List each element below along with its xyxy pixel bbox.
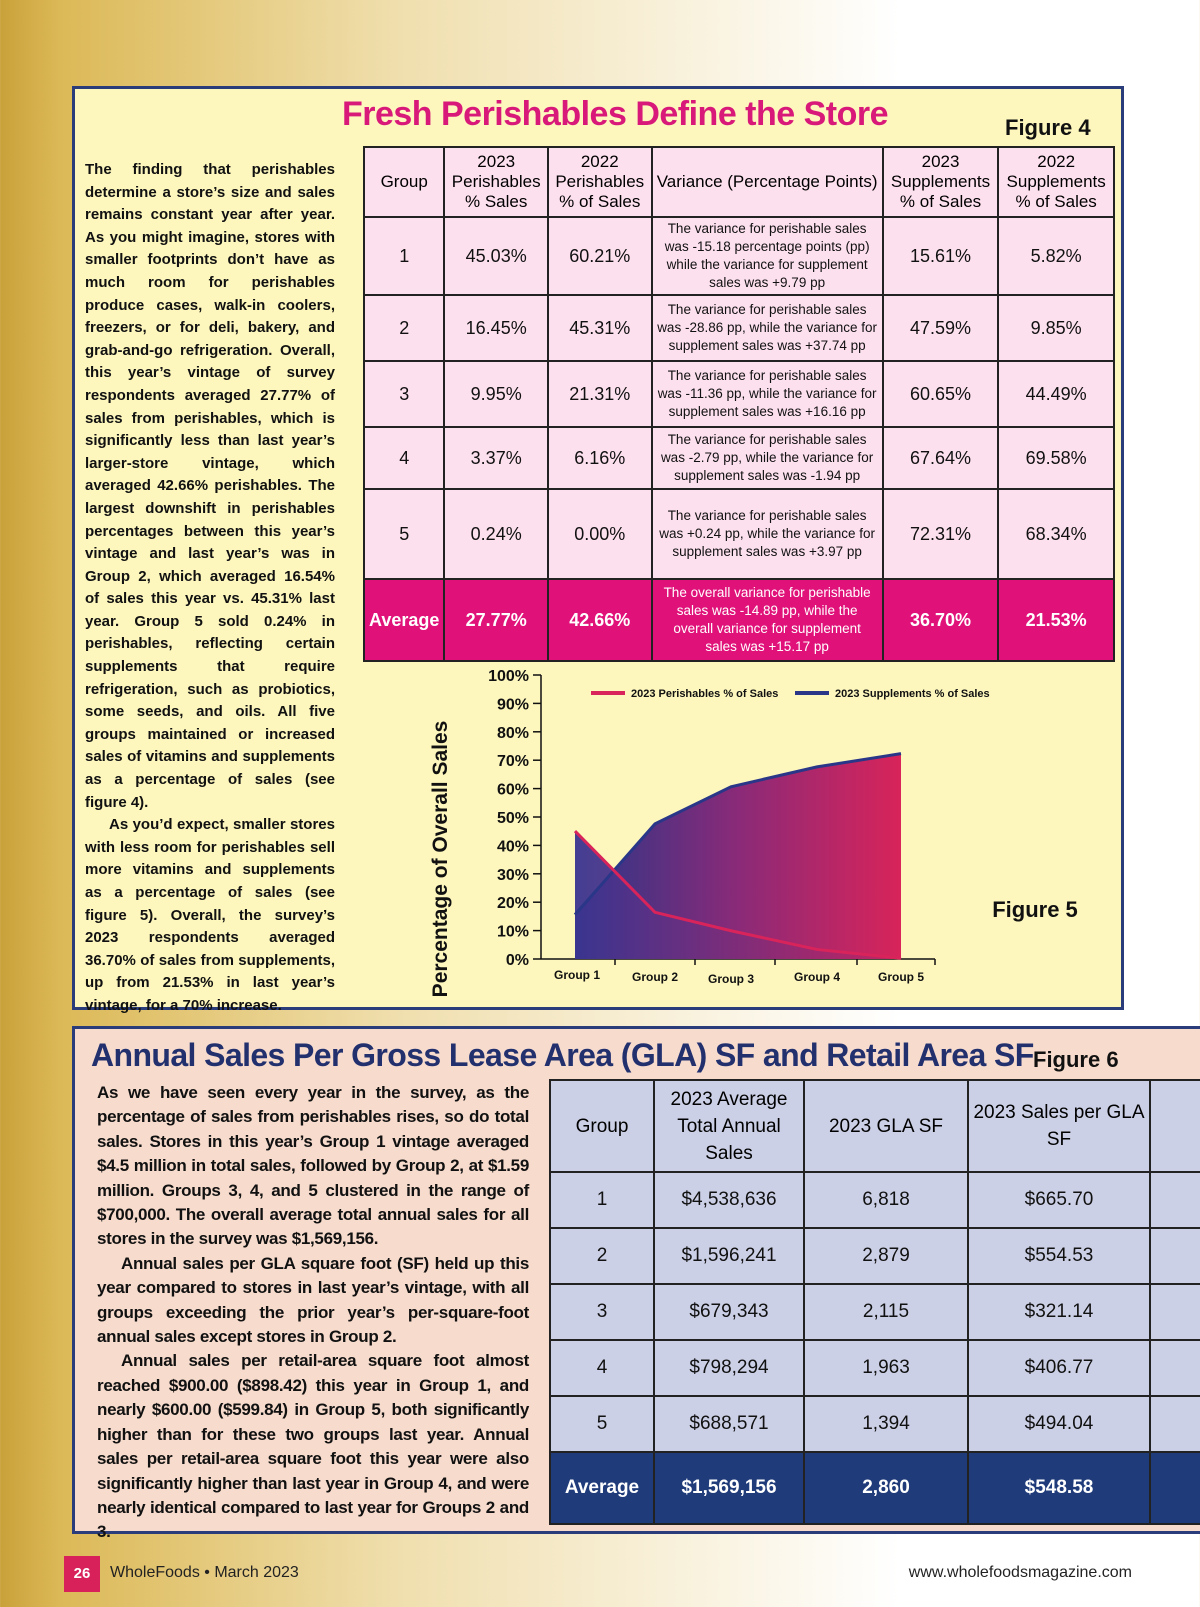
header-cell: 2023 Average Total Annual Sales (654, 1080, 804, 1172)
group-cell: 2 (364, 295, 444, 361)
cell: $1,569,156 (654, 1452, 804, 1524)
cell: 1,963 (804, 1340, 968, 1396)
cell-cut (1150, 1228, 1200, 1284)
table-row (550, 1396, 1200, 1452)
group-cell: 5 (364, 489, 444, 579)
cell-cut (1150, 1284, 1200, 1340)
y-tick-label: 90% (496, 696, 529, 714)
table-row (550, 1172, 1200, 1228)
header-cell: Group (550, 1080, 654, 1172)
cell: $798,294 (654, 1340, 804, 1396)
table-header-row (550, 1080, 1200, 1172)
figure4-label: Figure 4 (1005, 115, 1091, 140)
cell: 67.64% (883, 427, 999, 489)
y-axis-label: Percentage of Overall Sales (429, 720, 452, 998)
cell: 36.70% (883, 579, 999, 661)
cell: 21.53% (998, 579, 1114, 661)
y-tick-label: 0% (505, 952, 529, 969)
cell: 42.66% (548, 579, 652, 661)
cell: $406.77 (968, 1340, 1150, 1396)
cell: $554.53 (968, 1228, 1150, 1284)
group-cell: 3 (550, 1284, 654, 1340)
header-cell: 2023 Supplements % of Sales (883, 147, 999, 217)
figure4-title: Fresh Perishables Define the Store (341, 95, 889, 133)
group-cell: 4 (364, 427, 444, 489)
cell: 0.24% (444, 489, 548, 579)
group-cell: Average (364, 579, 444, 661)
figure6-table (549, 1079, 1200, 1525)
header-cell: 2022 Perishables % of Sales (548, 147, 652, 217)
group-cell: Average (550, 1452, 654, 1524)
figure6-label: Figure 6 (1033, 1047, 1119, 1072)
cell: 44.49% (998, 361, 1114, 427)
cell-cut (1150, 1340, 1200, 1396)
cell: $321.14 (968, 1284, 1150, 1340)
cell-cut (1150, 1172, 1200, 1228)
magazine-issue: WholeFoods • March 2023 (110, 1564, 299, 1581)
header-cell: Variance (Percentage Points) (652, 147, 883, 217)
group-cell: 4 (550, 1340, 654, 1396)
variance-cell: The variance for perishable sales was +0.24 pp, while the variance for supplement sales was +3.97 pp (652, 489, 883, 579)
cell: $494.04 (968, 1396, 1150, 1452)
cell: $4,538,636 (654, 1172, 804, 1228)
cell: 27.77% (444, 579, 548, 661)
cell: 1,394 (804, 1396, 968, 1452)
variance-cell: The variance for perishable sales was -11.36 pp, while the variance for supplement sales was +16.16 pp (652, 361, 883, 427)
figure6-panel (72, 1026, 1200, 1542)
cell: 15.61% (883, 217, 999, 295)
cell: 45.03% (444, 217, 548, 295)
header-cell: 2023 Sales per GLA SF (968, 1080, 1150, 1172)
y-tick-label: 20% (496, 895, 529, 913)
header-cell: 2022 Supplements % of Sales (998, 147, 1114, 217)
figure6-title: Annual Sales Per Gross Lease Area (GLA) SF and Retail Area SF (91, 1037, 1034, 1073)
cell-cut (1150, 1396, 1200, 1452)
cell: 2,860 (804, 1452, 968, 1524)
y-tick-label: 40% (496, 838, 529, 856)
average-row (550, 1452, 1200, 1524)
legend-label: 2023 Perishables % of Sales (631, 688, 779, 700)
figure5-chart (75, 89, 1121, 1007)
cell: $679,343 (654, 1284, 804, 1340)
variance-cell: The overall variance for perishable sales was -14.89 pp, while the overall variance for supplement sales was +15.17 pp (652, 579, 883, 661)
cell: 60.65% (883, 361, 999, 427)
header-cell: Group (364, 147, 444, 217)
cell: 9.95% (444, 361, 548, 427)
page-number: 26 (64, 1556, 100, 1592)
cell: 47.59% (883, 295, 999, 361)
cell: $688,571 (654, 1396, 804, 1452)
x-category-label: Group 3 (707, 972, 755, 986)
y-tick-label: 100% (488, 668, 529, 685)
cell: $548.58 (968, 1452, 1150, 1524)
cell-cut (1150, 1452, 1200, 1524)
cell: $1,596,241 (654, 1228, 804, 1284)
table-row (550, 1228, 1200, 1284)
header-cell: 2023 Perishables % Sales (444, 147, 548, 217)
paragraph: Annual sales per GLA square foot (SF) held up this year compared to stores in last year’s vintage, with all groups exceeding the prior year’s per-square-foot annual sales except stores in Group 2. (97, 1253, 529, 1347)
group-cell: 3 (364, 361, 444, 427)
website-url: www.wholefoodsmagazine.com (908, 1564, 1132, 1581)
variance-cell: The variance for perishable sales was -28.86 pp, while the variance for supplement sales was +37.74 pp (652, 295, 883, 361)
y-tick-label: 60% (496, 781, 529, 799)
table-row (550, 1284, 1200, 1340)
paragraph: As we have seen every year in the survey, as the percentage of sales from perishables rises, so do total sales. Stores in this year’s Group 1 vintage averaged $4.5 million in total sales, followed by Group 2, at $1.59 million. Groups 3, 4, and 5 clustered in the range of $700,000. The overall average total annual sales for all stores in the survey was $1,569,156. (97, 1083, 529, 1249)
cell: 2,879 (804, 1228, 968, 1284)
y-tick-label: 30% (496, 866, 529, 884)
y-tick-label: 10% (496, 923, 529, 941)
group-cell: 1 (364, 217, 444, 295)
article-text-2 (97, 1081, 529, 1545)
cell: 2,115 (804, 1284, 968, 1340)
x-category-label: Group 2 (631, 970, 679, 984)
variance-cell: The variance for perishable sales was -2.79 pp, while the variance for supplement sales was -1.94 pp (652, 427, 883, 489)
cell: 9.85% (998, 295, 1114, 361)
paragraph: Annual sales per retail-area square foot almost reached $900.00 ($898.42) this year in Group 1, and nearly $600.00 ($599.84) in Group 5, both significantly higher than for these two groups last year. Annual sales per retail-area square foot this year were also significantly higher than last year in Group 4, and were nearly identical compared to last year for Groups 2 and 3. (97, 1351, 529, 1542)
variance-cell: The variance for perishable sales was -15.18 percentage points (pp) while the variance for supplement sales was +9.79 pp (652, 217, 883, 295)
cell: 6,818 (804, 1172, 968, 1228)
y-tick-label: 50% (496, 810, 529, 827)
group-cell: 2 (550, 1228, 654, 1284)
x-category-label: Group 4 (793, 970, 841, 984)
cell: 5.82% (998, 217, 1114, 295)
group-cell: 5 (550, 1396, 654, 1452)
cell: 16.45% (444, 295, 548, 361)
cell: 0.00% (548, 489, 652, 579)
cell: 6.16% (548, 427, 652, 489)
paragraph: The finding that perishables determine a store’s size and sales remains constant year after year. As you might imagine, stores with smaller footprints don’t have as much room for perishables produce cases, walk-in coolers, freezers, or for deli, bakery, and grab-and-go refrigeration. Overall, this year’s vintage of survey respondents averaged 27.77% of sales from perishables, which is significantly less than last year’s larger-store vintage, which averaged 42.66% perishables. The largest downshift in perishables percentages between this year’s vintage and last year’s was in Group 2, which averaged 16.54% of sales this year vs. 45.31% last year. Group 5 sold 0.24% in perishables, reflecting certain supplements that require refrigeration, such as probiotics, some seeds, and oils. All five groups maintained or increased sales of vitamins and supplements as a percentage of sales (see figure 4). (85, 161, 335, 811)
cell: $665.70 (968, 1172, 1150, 1228)
figure4-panel (72, 86, 1124, 1014)
legend-label: 2023 Supplements % of Sales (835, 688, 990, 700)
table-row (550, 1340, 1200, 1396)
figure5-label: Figure 5 (992, 897, 1078, 922)
paragraph: As you’d expect, smaller stores with less room for perishables sell more vitamins and supplements as a percentage of sales (see figure 5). Overall, the survey’s 2023 respondents averaged 36.70% of sales from supplements, up from 21.53% in last year’s vintage, for a 70% increase. (85, 816, 335, 1014)
cell: 60.21% (548, 217, 652, 295)
cell: 3.37% (444, 427, 548, 489)
cell: 69.58% (998, 427, 1114, 489)
y-tick-label: 80% (496, 724, 529, 742)
y-tick-label: 70% (496, 753, 529, 771)
cell: 21.31% (548, 361, 652, 427)
header-cell-cut (1150, 1080, 1200, 1172)
x-category-label: Group 1 (553, 968, 601, 982)
cell: 68.34% (998, 489, 1114, 579)
cell: 45.31% (548, 295, 652, 361)
group-cell: 1 (550, 1172, 654, 1228)
x-category-label: Group 5 (877, 970, 925, 984)
cell: 72.31% (883, 489, 999, 579)
header-cell: 2023 GLA SF (804, 1080, 968, 1172)
